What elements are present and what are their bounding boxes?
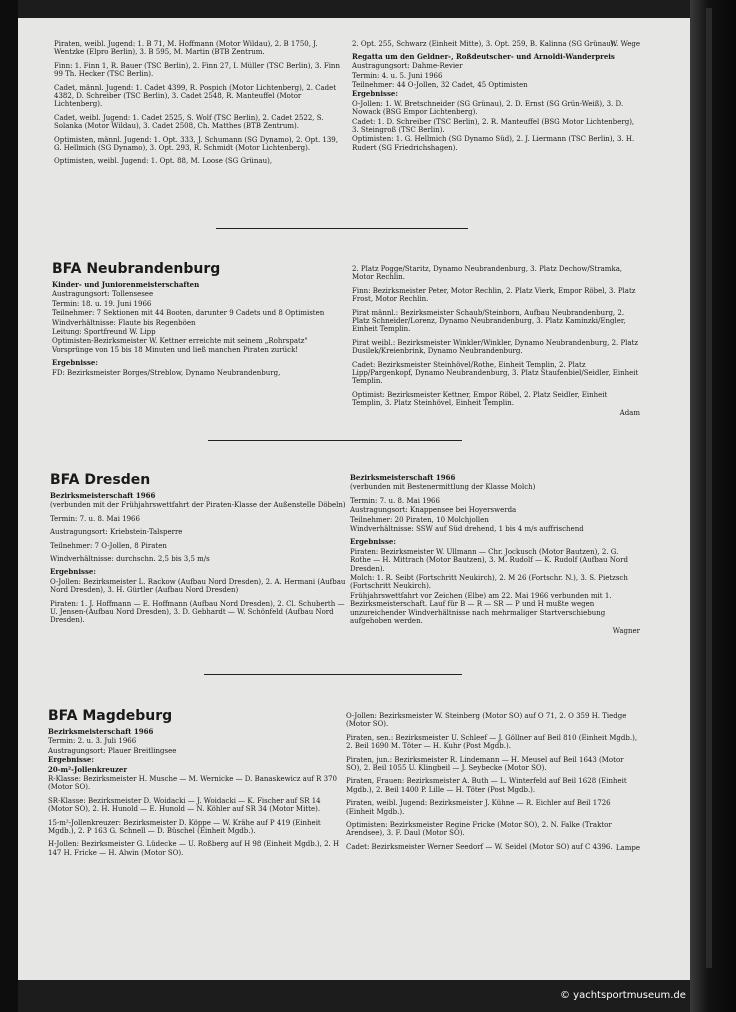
class-label: 20-m²-Jollenkreuzer (48, 764, 128, 774)
participants: Teilnehmer: 7 Sektionen mit 44 Booten, darunter 9 Cadets und 8 Optimisten (52, 309, 325, 318)
participants: Teilnehmer: 44 O-Jollen, 32 Cadet, 45 Optimisten (352, 81, 528, 90)
section-divider (216, 228, 468, 229)
scan-left-border (0, 0, 18, 1012)
venue: Austragungsort: Plauer Breitlingsee (48, 746, 177, 755)
result-paragraph: O-Jollen: 1. W. Bretschneider (SG Grünau), 2. D. Ernst (SG Grün-Weiß), 3. D. Nowack (BSG Empor Lichtenberg). (352, 99, 624, 117)
magdeburg-left-column (48, 708, 346, 862)
report-text: Optimisten-Bezirksmeister W. Kettner erreichte mit seinem „Rohrspatz" Vorsprünge von 15 bis 18 Minuten und ließ manchen Piraten zurück! (52, 337, 308, 354)
report-text: Frühjahrswettfahrt vor Zeichen (Elbe) am 22. Mai 1966 verbunden mit 1. Bezirksmeisterschaft. Lauf für B — R — SR — P und H mußte wegen unzureichender Windverhältnisse nach mehrmaliger Startverschiebung aufgehoben werden. (350, 591, 612, 626)
neubrandenburg-right-column (352, 265, 640, 417)
author-signature: Adam (619, 408, 640, 417)
date: Termin: 2. u. 3. Juli 1966 (48, 737, 137, 746)
results-label: Ergebnisse: (50, 567, 96, 577)
date: Termin: 4. u. 5. Juni 1966 (352, 71, 443, 80)
scan-binding-edge (690, 0, 736, 1012)
event-title: Bezirksmeisterschaft 1966 (48, 727, 154, 736)
section-divider (208, 440, 462, 441)
results-label: Ergebnisse: (350, 537, 396, 547)
magdeburg-right-column (346, 712, 640, 853)
result-paragraph: Molch: 1. R. Seibt (Fortschritt Neukirch), 2. M 26 (Fortschr. N.), 3. S. Pietzsch (Fortschritt Neukirch). (350, 574, 628, 591)
result-paragraph: Piraten, weibl. Jugend: Bezirksmeister J. Kühne — R. Eichler auf Beil 1726 (Einheit Mgdb.). (346, 799, 611, 816)
result-paragraph: Pirat weibl.: Bezirksmeister Winkler/Winkler, Dynamo Neubrandenburg, 2. Platz Dusilek/Kreienbrink, Dynamo Neubrandenburg. (352, 338, 639, 356)
result-paragraph: 2. Platz Pogge/Staritz, Dynamo Neubrandenburg, 3. Platz Dechow/Stramka, Motor Rechlin. (352, 265, 623, 282)
result-paragraph: Optimist: Bezirksmeister Kettner, Empor Röbel, 2. Platz Seidler, Einheit Templin, 3. Platz Steinhövel, Einheit Templin. (352, 390, 608, 408)
result-paragraph: O-Jollen: Bezirksmeister L. Rackow (Aufbau Nord Dresden), 2. A. Hermani (Aufbau Nord Dresden), 3. H. Gürtler (Aufbau Nord Dresden) (50, 577, 346, 595)
result-paragraph: FD: Bezirksmeister Borges/Streblow, Dynamo Neubrandenburg, (52, 368, 281, 377)
event-title: Bezirksmeisterschaft 1966 (50, 491, 156, 500)
result-paragraph: Finn: 1. Finn 1, R. Bauer (TSC Berlin), 2. Finn 27, I. Müller (TSC Berlin), 3. Finn 99 Th. Hecker (TSC Berlin). (54, 61, 340, 79)
author-signature: W. Wege (610, 40, 640, 49)
results-label: Ergebnisse: (352, 89, 398, 99)
results-label: Ergebnisse: (52, 358, 98, 368)
dresden-left-column (50, 472, 346, 630)
result-paragraph: Cadet, männl. Jugend: 1. Cadet 4399, R. Pospich (Motor Lichtenberg), 2. Cadet 4382, D. Schreiber (TSC Berlin), 3. Cadet 2548, R. Manteuffel (Motor Lichtenberg). (54, 83, 337, 109)
result-paragraph: Cadet: Bezirksmeister Werner Seedorf — W. Seidel (Motor SO) auf C 4396. (346, 842, 613, 851)
wind-conditions: Windverhältnisse: Flaute bis Regenböen (52, 318, 196, 327)
result-paragraph: 2. Opt. 255, Schwarz (Einheit Mitte), 3. Opt. 259, B. Kalinna (SG Grünau). (352, 40, 616, 48)
venue: Austragungsort: Tollensesee (52, 290, 154, 299)
race-officer: Leitung: Sportfreund W. Lipp (52, 328, 156, 337)
venue: Austragungsort: Dahme-Revier (352, 62, 463, 71)
participants: Teilnehmer: 7 O-Jollen, 8 Piraten (50, 541, 167, 550)
date: Termin: 18. u. 19. Juni 1966 (52, 299, 152, 308)
author-signature: Wagner (612, 626, 640, 635)
section-heading: BFA Neubrandenburg (52, 261, 221, 277)
wind-conditions: Windverhältnisse: durchschn. 2,5 bis 3,5 m/s (50, 555, 210, 564)
result-paragraph: Cadet: 1. D. Schreiber (TSC Berlin), 2. R. Manteuffel (BSG Motor Lichtenberg), 3. Steingroß (TSC Berlin). (352, 117, 635, 135)
result-paragraph: Optimisten, männl. Jugend: 1. Opt. 333, J. Schumann (SG Dynamo), 2. Opt. 139, G. Hellmich (SG Dynamo), 3. Opt. 293, R. Schmidt (Motor Lichtenberg). (54, 135, 338, 153)
date: Termin: 7. u. 8. Mai 1966 (350, 496, 440, 505)
date: Termin: 7. u. 8. Mai 1966 (50, 514, 140, 523)
result-paragraph: Piraten, Frauen: Bezirksmeister A. Buth — L. Winterfeld auf Beil 1628 (Einheit Mgdb.), 2. Beil 1400 P. Lille — H. Töter (Post Mgdb.). (346, 777, 627, 794)
result-paragraph: SR-Klasse: Bezirksmeister D. Woidacki — J. Woidacki — K. Fischer auf SR 14 (Motor SO), 2. H. Hunold — E. Hunold — N. Köhler auf SR 34 (Motor Mitte). (48, 796, 321, 814)
result-paragraph: Finn: Bezirksmeister Peter, Motor Rechlin, 2. Platz Vierk, Empor Röbel, 3. Platz Frost, Motor Rechlin. (352, 286, 636, 304)
result-paragraph: Optimisten: 1. G. Hellmich (SG Dynamo Süd), 2. J. Liermann (TSC Berlin), 3. H. Rudert (SG Friedrichshagen). (352, 135, 635, 152)
event-title: Bezirksmeisterschaft 1966 (350, 473, 456, 482)
section-divider (204, 674, 462, 675)
watermark-credit: © yachtsportmuseum.de (560, 990, 686, 1001)
wind-conditions: Windverhältnisse: SSW auf Süd drehend, 1 bis 4 m/s auffrischend (350, 525, 584, 534)
section-heading: BFA Magdeburg (48, 708, 173, 724)
result-paragraph: O-Jollen: Bezirksmeister W. Steinberg (Motor SO) auf O 71, 2. O 359 H. Tiedge (Motor SO). (346, 712, 627, 729)
event-note: (verbunden mit der Frühjahrswettfahrt der Piraten-Klasse der Außenstelle Döbeln) (50, 501, 346, 510)
result-paragraph: 15-m²-Jollenkreuzer: Bezirksmeister D. Köppe — W. Krähe auf P 419 (Einheit Mgdb.), 2. P 163 G. Schnell — D. Büschel (Einheit Mgdb.). (48, 818, 321, 836)
dresden-right-column (350, 474, 640, 635)
author-signature: Lampe (615, 844, 640, 853)
venue: Austragungsort: Kriebstein-Talsperre (50, 528, 183, 537)
results-label: Ergebnisse: (48, 755, 94, 765)
neubrandenburg-left-column (52, 261, 346, 382)
top-right-column (352, 40, 640, 153)
top-left-column (54, 40, 346, 171)
result-paragraph: Piraten, sen.: Bezirksmeister U. Schleef — J. Göllner auf Beil 810 (Einheit Mgdb.), 2. Beil 1690 M. Töter — H. Kuhr (Post Mgdb.). (346, 733, 638, 751)
event-title: Kinder- und Juniorenmeisterschaften (52, 280, 200, 289)
participants: Teilnehmer: 20 Piraten, 10 Molchjollen (350, 515, 489, 524)
result-paragraph: R-Klasse: Bezirksmeister H. Musche — M. Wernicke — D. Banaskewicz auf R 370 (Motor SO). (48, 775, 338, 792)
regatta-title: Regatta um den Geldner-, Roßdeutscher- und Arnoldi-Wanderpreis (352, 51, 615, 61)
result-paragraph: Piraten: 1. J. Hoffmann — E. Hoffmann (Aufbau Nord Dresden), 2. Cl. Schuberth — U. Jensen-(Aufbau Nord Dresden), 3. D. Gebhardt — W. Schönfeld (Aufbau Nord Dresden). (50, 599, 345, 625)
result-paragraph: Optimisten: Bezirksmeister Regine Fricke (Motor SO), 2. N. Falke (Traktor Arendsee), 3. F. Daul (Motor SO). (346, 821, 612, 838)
section-heading: BFA Dresden (50, 472, 151, 488)
result-paragraph: H-Jollen: Bezirksmeister G. Lüdecke — U. Roßberg auf H 98 (Einheit Mgdb.), 2. H 147 H. Fricke — H. Alwin (Motor SO). (48, 840, 340, 857)
result-paragraph: Piraten: Bezirksmeister W. Ullmann — Chr. Jockusch (Motor Bautzen), 2. G. Rothe — H. Mittrach (Motor Bautzen), 3. M. Rudolf — K. Rudolf (Aufbau Nord Dresden). (350, 547, 628, 573)
result-paragraph: Piraten, weibl. Jugend: 1. B 71, M. Hoffmann (Motor Wildau), 2. B 1750, J. Wentzke (Elpro Berlin), 3. B 595, M. Martin (BTB Zentrum. (54, 40, 318, 57)
result-paragraph: Cadet: Bezirksmeister Steinhövel/Rothe, Einheit Templin, 2. Platz Lipp/Pargenkopf, Dynamo Neubrandenburg, 3. Platz Staufenbiel/Seidler, Einheit Templin. (352, 360, 639, 386)
result-paragraph: Cadet, weibl. Jugend: 1. Cadet 2525, S. Wolf (TSC Berlin), 2. Cadet 2522, S. Solanka (Motor Wildau), 3. Cadet 2508, Ch. Matthes (BTB Zentrum). (54, 113, 324, 131)
result-paragraph: Piraten, jun.: Bezirksmeister R. Lindemann — H. Meusel auf Beil 1643 (Motor SO), 2. Beil 1055 U. Klingbeil — J. Seybecke (Motor SO). (346, 755, 624, 773)
result-paragraph: Pirat männl.: Bezirksmeister Schaub/Steinborn, Aufbau Neubrandenburg, 2. Platz Schneider/Lorenz, Dynamo Neubrandenburg, 3. Platz Kaminzki/Engler, Einheit Templin. (352, 308, 626, 334)
document-page (18, 18, 690, 980)
event-note: (verbunden mit Bestenermittlung der Klasse Molch) (350, 483, 536, 492)
result-paragraph: Optimisten, weibl. Jugend: 1. Opt. 88, M. Loose (SG Grünau), (54, 157, 273, 166)
venue: Austragungsort: Knappensee bei Hoyerswerda (350, 506, 517, 515)
